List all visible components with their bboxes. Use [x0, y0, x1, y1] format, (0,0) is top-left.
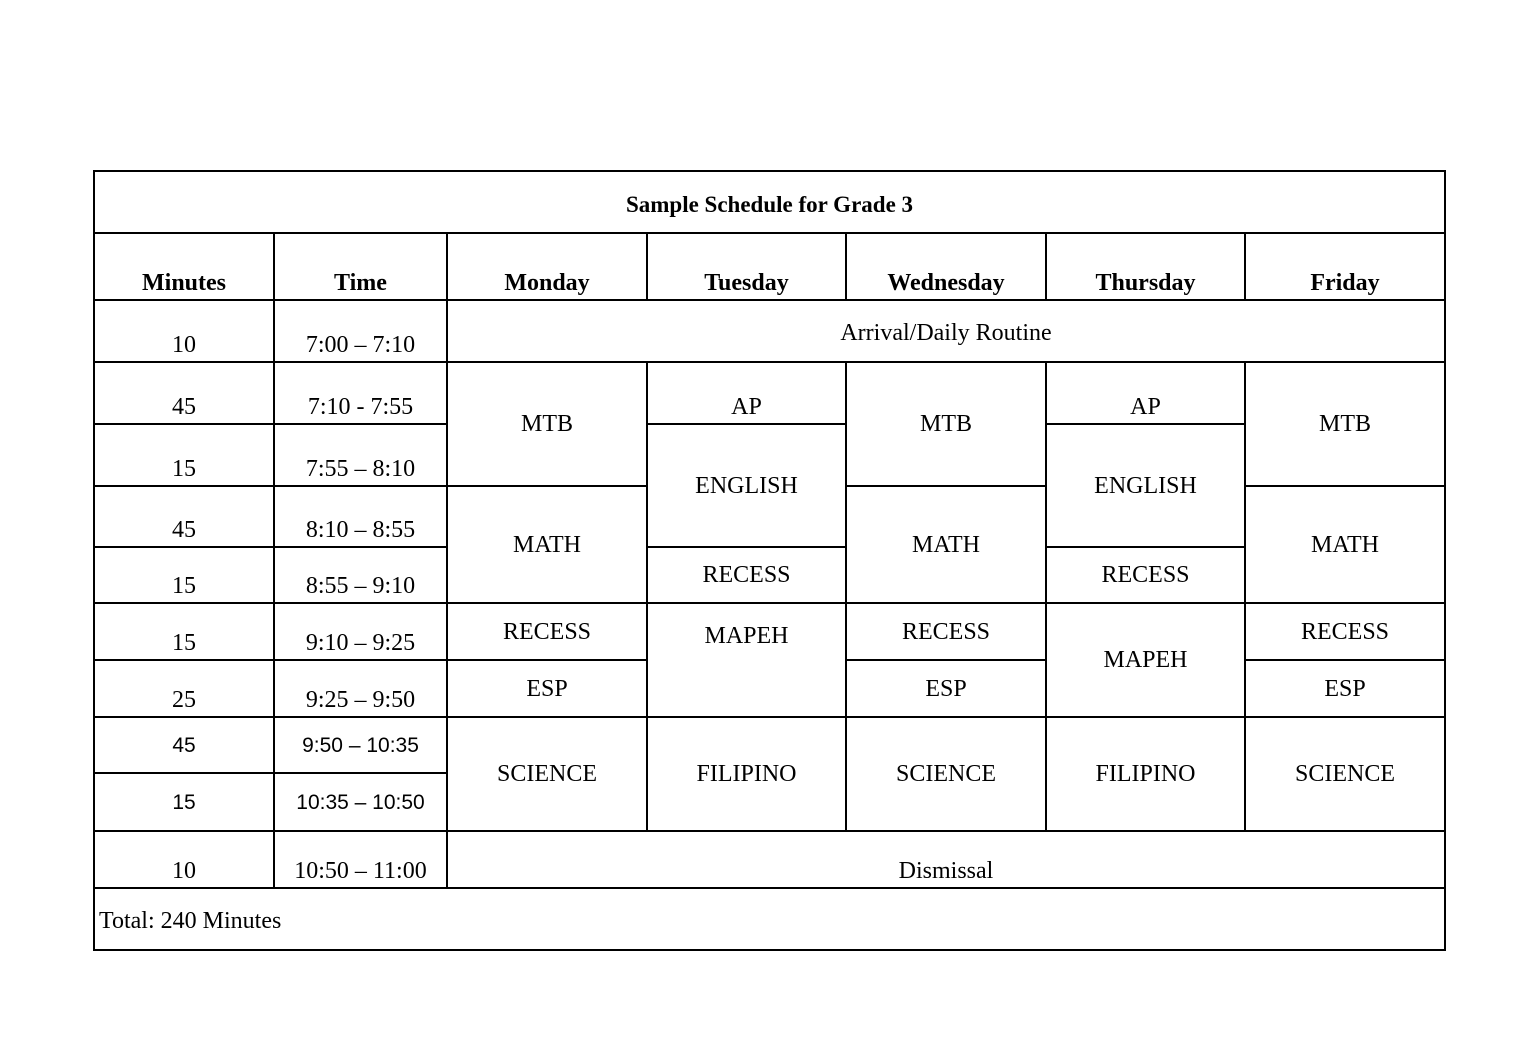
- tuesday-mapeh: MAPEH: [647, 603, 846, 717]
- minutes-cell: 15: [94, 773, 274, 831]
- friday-recess: RECESS: [1245, 603, 1445, 660]
- minutes-cell: 15: [94, 547, 274, 603]
- minutes-cell: 15: [94, 424, 274, 486]
- minutes-cell: 45: [94, 486, 274, 547]
- friday-science: SCIENCE: [1245, 717, 1445, 831]
- wednesday-mtb: MTB: [846, 362, 1046, 486]
- wednesday-recess: RECESS: [846, 603, 1046, 660]
- header-friday: Friday: [1245, 233, 1445, 300]
- minutes-cell: 15: [94, 603, 274, 660]
- dismissal-cell: Dismissal: [447, 831, 1445, 888]
- time-cell: 7:00 – 7:10: [274, 300, 447, 362]
- total-minutes: Total: 240 Minutes: [94, 888, 1445, 950]
- time-cell: 7:55 – 8:10: [274, 424, 447, 486]
- time-cell: 8:10 – 8:55: [274, 486, 447, 547]
- thursday-english: ENGLISH: [1046, 424, 1245, 547]
- time-cell: 9:10 – 9:25: [274, 603, 447, 660]
- minutes-cell: 10: [94, 831, 274, 888]
- wednesday-math: MATH: [846, 486, 1046, 603]
- time-cell: 8:55 – 9:10: [274, 547, 447, 603]
- minutes-cell: 25: [94, 660, 274, 717]
- monday-esp: ESP: [447, 660, 647, 717]
- thursday-filipino: FILIPINO: [1046, 717, 1245, 831]
- time-cell: 10:50 – 11:00: [274, 831, 447, 888]
- minutes-cell: 45: [94, 717, 274, 773]
- tuesday-filipino: FILIPINO: [647, 717, 846, 831]
- schedule-title: Sample Schedule for Grade 3: [94, 171, 1445, 233]
- friday-math: MATH: [1245, 486, 1445, 603]
- minutes-cell: 10: [94, 300, 274, 362]
- thursday-ap: AP: [1046, 362, 1245, 424]
- header-thursday: Thursday: [1046, 233, 1245, 300]
- time-cell: 9:50 – 10:35: [274, 717, 447, 773]
- tuesday-recess: RECESS: [647, 547, 846, 603]
- wednesday-esp: ESP: [846, 660, 1046, 717]
- monday-science: SCIENCE: [447, 717, 647, 831]
- monday-mtb: MTB: [447, 362, 647, 486]
- wednesday-science: SCIENCE: [846, 717, 1046, 831]
- header-wednesday: Wednesday: [846, 233, 1046, 300]
- monday-recess: RECESS: [447, 603, 647, 660]
- arrival-cell: Arrival/Daily Routine: [447, 300, 1445, 362]
- header-time: Time: [274, 233, 447, 300]
- minutes-cell: 45: [94, 362, 274, 424]
- header-tuesday: Tuesday: [647, 233, 846, 300]
- header-monday: Monday: [447, 233, 647, 300]
- tuesday-ap: AP: [647, 362, 846, 424]
- time-cell: 9:25 – 9:50: [274, 660, 447, 717]
- friday-mtb: MTB: [1245, 362, 1445, 486]
- monday-math: MATH: [447, 486, 647, 603]
- schedule-table: [93, 170, 1446, 951]
- thursday-mapeh: MAPEH: [1046, 603, 1245, 717]
- header-minutes: Minutes: [94, 233, 274, 300]
- tuesday-english: ENGLISH: [647, 424, 846, 547]
- friday-esp: ESP: [1245, 660, 1445, 717]
- time-cell: 7:10 - 7:55: [274, 362, 447, 424]
- thursday-recess: RECESS: [1046, 547, 1245, 603]
- time-cell: 10:35 – 10:50: [274, 773, 447, 831]
